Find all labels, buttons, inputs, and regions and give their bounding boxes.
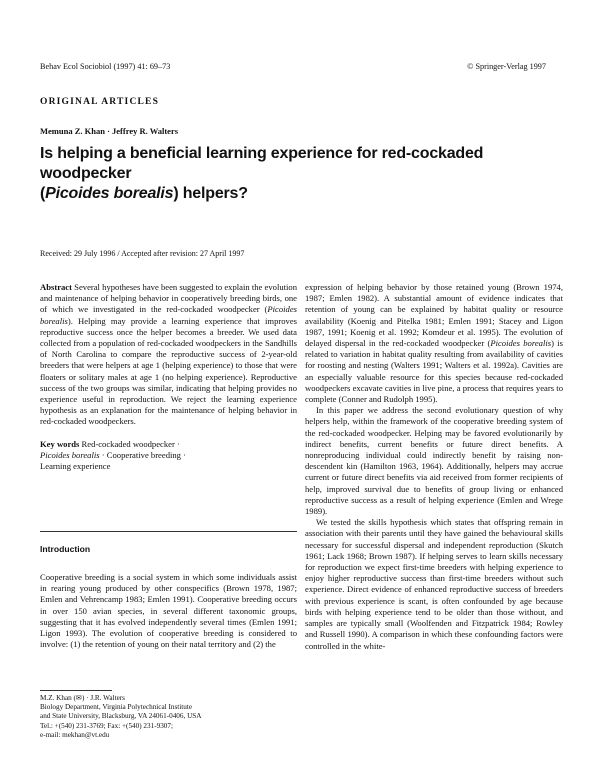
article-title <box>40 144 570 204</box>
copyright-notice: © Springer-Verlag 1997 <box>467 62 546 71</box>
title-ending: ) helpers? <box>173 185 248 202</box>
right-p1-text-a: expression of helping behavior by those retained young (Brown 1974, 1987; Emlen 1982). A substantial amount of evidence indicates that retention of young can be explained by habitat quality or resource availability (Koenig and Pitelka 1981; Emlen 1991; Stacey and Ligon 1987, 1991; Koenig et al. 1992; Komdeur et al. 1995). The evolution of delayed dispersal in the red-cockaded woodpecker ( <box>305 282 563 349</box>
right-paragraph-1 <box>305 282 563 405</box>
introduction-paragraph: Cooperative breeding is a social system in which some individuals assist in rearing young produced by other conspecifics (Brown 1978, 1987; Emlen and Vehrencamp 1983; Emlen 1991). Cooperative breeding occurs in over 150 avian species, in several different taxonomic groups, suggesting that it has evolved independently several times (Emlen 1991; Ligon 1993). The evolution of cooperative breeding is considered to involve: (1) the retention of young on their natal territory and (2) the <box>40 572 297 650</box>
right-paragraph-2: In this paper we address the second evolutionary question of why helpers help, within the framework of the cooperative breeding system of the red-cockaded woodpecker. Helping may be favored evolutionarily by indirect benefits, current benefits or future direct benefits. A nonreproducing individual could indirectly benefit by raising non-descendent kin (Hamilton 1963, 1964). Additionally, helpers may accrue current or future direct benefits via aid received from former recipients of help, improved survival due to benefits of group living or enhanced reproductive success as a result of helping experience (Emlen and Wrege 1989). <box>305 405 563 517</box>
keywords-line-1: Red-cockaded woodpecker · <box>79 438 180 449</box>
abstract-label: Abstract <box>40 282 72 292</box>
section-label: ORIGINAL ARTICLES <box>40 97 160 107</box>
keywords-block <box>40 439 297 473</box>
author-list: Memuna Z. Khan · Jeffrey R. Walters <box>40 126 179 136</box>
address-line-2: Biology Department, Virginia Polytechnical Institute <box>40 703 193 712</box>
left-column-abstract <box>40 282 297 472</box>
address-line-5: e-mail: mekhan@vt.edu <box>40 730 110 739</box>
title-species-name: Picoides borealis <box>45 185 174 202</box>
introduction-heading: Introduction <box>40 544 91 554</box>
abstract-text-a: Several hypotheses have been suggested to explain the evolution and maintenance of helping behavior in cooperatively breeding birds, one of which we investigated in the red-cockaded woodpecker ( <box>40 282 297 315</box>
abstract-text-b: ). Helping may provide a learning experience that improves reproductive success once the helper becomes a breeder. We used data collected from a population of red-cockaded woodpeckers in the Sandhills of North Carolina to compare the reproductive success of 2-year-old breeders that were helpers at age 1 (helping experience) to those that were floaters or solitary males at age 1 (no helping experience). Reproductive success of the two groups was similar, indicating that helping provides no experience useful in reproduction. We reject the learning experience hypothesis as an explanation for the maintenance of helping behavior in red-cockaded woodpeckers. <box>40 315 297 427</box>
address-line-4: Tel.: +(540) 231-3769; Fax: +(540) 231-9307; <box>40 721 173 730</box>
introduction-divider <box>40 531 297 532</box>
footnote-divider <box>40 690 112 691</box>
right-column-text <box>305 282 563 652</box>
keywords-line-3: Learning experience <box>40 461 111 472</box>
keywords-species-name: Picoides borealis <box>40 449 100 460</box>
journal-reference: Behav Ecol Sociobiol (1997) 41: 69–73 <box>40 62 171 71</box>
abstract-paragraph <box>40 282 297 428</box>
right-p1-text-b: ) is related to variation in habitat quality resulting from availability of cavities for roosting and nesting (Walters 1991; Walters et al. 1992a). Cavities are an especially valuable resource for this species because red-cockaded woodpeckers excavate cavities in live pine, a process that requires years to complete (Conner and Rudolph 1995). <box>305 338 563 405</box>
title-line-1: Is helping a beneficial learning experience for red-cockaded woodpecker <box>40 145 484 182</box>
address-line-1: M.Z. Khan (✉) · J.R. Walters <box>40 694 125 702</box>
keywords-label: Key words <box>40 438 80 449</box>
title-open-paren: ( <box>40 185 46 202</box>
right-p1-species-name: Picoides borealis <box>490 338 552 349</box>
address-line-3: and State University, Blacksburg, VA 24061-0406, USA <box>40 712 202 721</box>
right-paragraph-3: We tested the skills hypothesis which states that offspring remain in association with their parents until they have gained the behavioural skills necessary for successful dispersal and independent reproduction (Skutch 1961; Lack 1968; Brown 1987). If helping serves to learn skills necessary for reproduction we expect first-time breeders with helping experience to enjoy higher reproductive success than first-time breeders without such experience. Direct evidence of enhanced reproductive success of breeders with previous experience is scant, is often confounded by age because birds with helping experience tend to be older than those without, and samples are typically small (Woolfenden and Fitzpatrick 1984; Rowley and Russell 1990). A comparison in which these confounding factors were controlled in the white- <box>305 517 563 651</box>
introduction-text-block <box>40 572 297 650</box>
abstract-species-name: Picoides borealis <box>40 304 297 326</box>
received-accepted-dates: Received: 29 July 1996 / Accepted after revision: 27 April 1997 <box>40 249 245 258</box>
keywords-line-2: · Cooperative breeding · <box>99 449 186 460</box>
author-address <box>40 694 297 740</box>
